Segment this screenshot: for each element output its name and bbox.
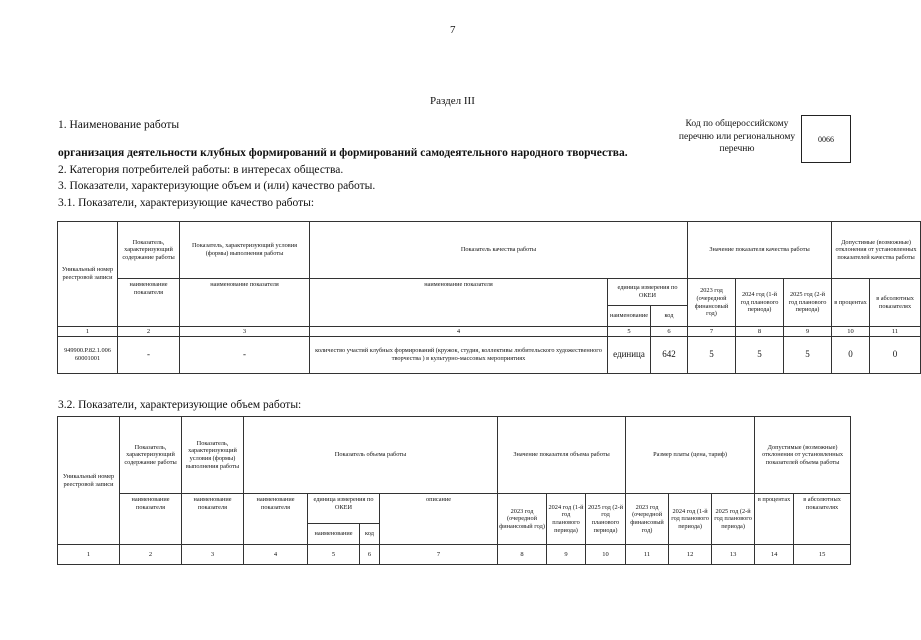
v-num: 3 xyxy=(182,545,244,565)
section-title: Раздел III xyxy=(430,95,475,107)
table-row xyxy=(58,337,921,374)
v-num: 6 xyxy=(360,545,380,565)
v-num: 11 xyxy=(626,545,669,565)
v-h-p2023: 2023 год (очередной финансовый год) xyxy=(626,494,669,545)
q-registry: 949900.Р.82.1.006 60001001 xyxy=(58,337,118,374)
v-h-unit-name: наименование xyxy=(308,524,360,545)
v-h-name-ind: наименование показателя xyxy=(120,494,182,545)
q-h-content: Показатель, характеризующий содержание работы xyxy=(118,222,180,279)
indicators-title: 3. Показатели, характеризующие объем и (или) качество работы. xyxy=(58,180,376,192)
q-code: 642 xyxy=(651,337,688,374)
q-h-name-ind: наименование показателя xyxy=(118,279,180,327)
v-h-volume: Показатель объема работы xyxy=(244,417,498,494)
q-num: 1 xyxy=(58,327,118,337)
q-abs: 0 xyxy=(870,337,921,374)
v-num: 9 xyxy=(547,545,586,565)
work-name-label: 1. Наименование работы xyxy=(58,119,180,131)
v-h-deviation: Допустимые (возможные) отклонения от установленных показателей объема работы xyxy=(755,417,851,494)
q-num: 5 xyxy=(608,327,651,337)
v-h-unit: единица измерения по ОКЕИ xyxy=(308,494,380,524)
work-name: организация деятельности клубных формирований и формирований самодеятельного народного творчества. xyxy=(58,147,628,159)
v-num: 10 xyxy=(586,545,626,565)
v-num: 1 xyxy=(58,545,120,565)
q-num: 3 xyxy=(180,327,310,337)
q-indicator: количество участий клубных формирований (кружок, студия, коллективы любительского художественного творчества ) в культурно-массовых мероприятиях xyxy=(310,337,608,374)
quality-table xyxy=(57,221,921,374)
q-h-name-ind3: наименование показателя xyxy=(310,279,608,327)
v-h-code: код xyxy=(360,524,380,545)
v-h-value: Значение показателя объема работы xyxy=(498,417,626,494)
v-h-content: Показатель, характеризующий содержание работы xyxy=(120,417,182,494)
q-num: 11 xyxy=(870,327,921,337)
v-num: 15 xyxy=(794,545,851,565)
q-num: 2 xyxy=(118,327,180,337)
v-h-unique: Уникальный номер реестровой записи xyxy=(58,417,120,545)
q-h-percent: в процентах xyxy=(832,279,870,327)
v-h-percent: в процентах xyxy=(755,494,794,545)
quality-section-title: 3.1. Показатели, характеризующие качество работы: xyxy=(58,197,315,209)
q-num: 8 xyxy=(736,327,784,337)
v-h-p2024: 2024 год (1-й год планового периода) xyxy=(669,494,712,545)
q-num: 9 xyxy=(784,327,832,337)
q-h-unit-name: наименование xyxy=(608,306,651,327)
q-content: - xyxy=(118,337,180,374)
q-h-condition: Показатель, характеризующий условия (формы) выполнения работы xyxy=(180,222,310,279)
q-h-y2024: 2024 год (1-й год планового периода) xyxy=(736,279,784,327)
q-h-unique: Уникальный номер реестровой записи xyxy=(58,222,118,327)
page-number: 7 xyxy=(450,24,456,36)
v-h-y2023: 2023 год (очередной финансовый год) xyxy=(498,494,547,545)
q-condition: - xyxy=(180,337,310,374)
q-y2024: 5 xyxy=(736,337,784,374)
v-num: 13 xyxy=(712,545,755,565)
code-value-box: 0066 xyxy=(801,115,851,163)
v-h-y2025: 2025 год (2-й год планового периода) xyxy=(586,494,626,545)
consumer-category: 2. Категория потребителей работы: в интересах общества. xyxy=(58,164,344,176)
v-h-abs: в абсолютных показателях xyxy=(794,494,851,545)
q-unit: единица xyxy=(608,337,651,374)
v-h-payment: Размер платы (цена, тариф) xyxy=(626,417,755,494)
v-num: 12 xyxy=(669,545,712,565)
v-h-name-ind3: наименование показателя xyxy=(244,494,308,545)
v-h-desc: описание xyxy=(380,494,498,545)
volume-table xyxy=(57,416,851,565)
q-h-quality: Показатель качества работы xyxy=(310,222,688,279)
q-h-code: код xyxy=(651,306,688,327)
q-num: 4 xyxy=(310,327,608,337)
v-number-row xyxy=(58,545,851,565)
v-num: 2 xyxy=(120,545,182,565)
q-num: 10 xyxy=(832,327,870,337)
v-num: 8 xyxy=(498,545,547,565)
q-h-value: Значение показателя качества работы xyxy=(688,222,832,279)
q-h-y2023: 2023 год (очередной финансовый год) xyxy=(688,279,736,327)
volume-section-title: 3.2. Показатели, характеризующие объем работы: xyxy=(58,399,302,411)
v-h-y2024: 2024 год (1-й год планового периода) xyxy=(547,494,586,545)
v-num: 5 xyxy=(308,545,360,565)
q-num: 6 xyxy=(651,327,688,337)
code-label: Код по общероссийскому перечню или региональному перечню xyxy=(678,119,796,154)
v-h-p2025: 2025 год (2-й год планового периода) xyxy=(712,494,755,545)
q-y2023: 5 xyxy=(688,337,736,374)
v-h-condition: Показатель, характеризующий условия (формы) выполнения работы xyxy=(182,417,244,494)
v-num: 14 xyxy=(755,545,794,565)
q-h-name-ind2: наименование показателя xyxy=(180,279,310,327)
v-num: 4 xyxy=(244,545,308,565)
q-num: 7 xyxy=(688,327,736,337)
v-h-name-ind2: наименование показателя xyxy=(182,494,244,545)
q-h-deviation: Допустимые (возможные) отклонения от установленных показателей качества работы xyxy=(832,222,921,279)
q-h-unit: единица измерения по ОКЕИ xyxy=(608,279,688,306)
q-percent: 0 xyxy=(832,337,870,374)
q-number-row xyxy=(58,327,921,337)
q-y2025: 5 xyxy=(784,337,832,374)
q-h-abs: в абсолютных показателях xyxy=(870,279,921,327)
v-num: 7 xyxy=(380,545,498,565)
q-h-y2025: 2025 год (2-й год планового периода) xyxy=(784,279,832,327)
